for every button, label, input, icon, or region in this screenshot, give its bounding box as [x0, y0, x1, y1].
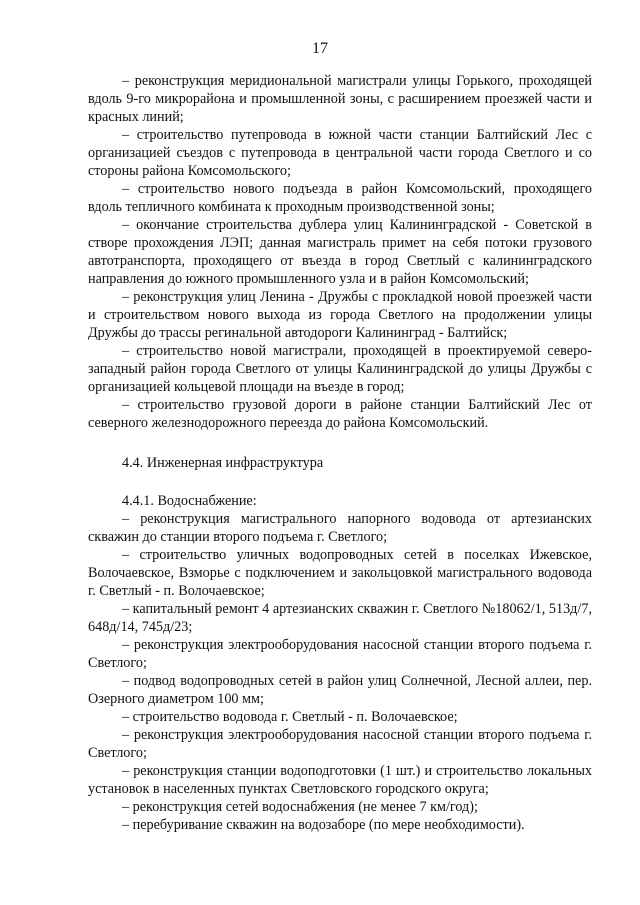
list-item: – реконструкция станции водоподготовки (1 шт.) и строительство локальных установок в населенных пунктах Светловского городского округа;	[88, 763, 592, 797]
list-item: – реконструкция сетей водоснабжения (не менее 7 км/год);	[122, 799, 478, 815]
section-heading: 4.4. Инженерная инфраструктура	[122, 455, 324, 471]
list-item: – строительство путепровода в южной части станции Балтийский Лес с организацией съездов с путепровода в центральной части города Светлого и со стороны района Комсомольского;	[88, 127, 592, 179]
list-item: – строительство нового подъезда в район Комсомольский, проходящего вдоль тепличного комбината к проходным производственной зоны;	[88, 181, 592, 215]
page-number: 17	[312, 40, 328, 57]
list-item: – капитальный ремонт 4 артезианских скважин г. Светлого №18062/1, 513д/7, 648д/14, 745д/23;	[88, 601, 592, 635]
list-item: – окончание строительства дублера улиц Калининградской - Советской в створе прохождения ЛЭП; данная магистраль примет на себя потоки грузового автотранспорта, проходящего от въезда в город Светлый с калининградского направления до южного промышленного узла и в район Комсомольский;	[88, 217, 592, 287]
road-projects-list	[88, 72, 592, 432]
list-item: – реконструкция магистрального напорного водовода от артезианских скважин до станции второго подъема г. Светлого;	[88, 511, 592, 545]
list-item: – реконструкция электрооборудования насосной станции второго подъема г. Светлого;	[88, 727, 592, 761]
list-item: – реконструкция электрооборудования насосной станции второго подъема г. Светлого;	[88, 637, 592, 671]
document-body	[88, 72, 592, 834]
list-item: – перебуривание скважин на водозаборе (по мере необходимости).	[122, 817, 525, 833]
subsection-heading: 4.4.1. Водоснабжение:	[122, 493, 257, 509]
list-item: – подвод водопроводных сетей в район улиц Солнечной, Лесной аллеи, пер. Озерного диаметром 100 мм;	[88, 673, 592, 707]
list-item: – реконструкция меридиональной магистрали улицы Горького, проходящей вдоль 9-го микрорайона и промышленной зоны, с расширением проезжей части и красных линий;	[88, 73, 592, 125]
list-item: – реконструкция улиц Ленина - Дружбы с прокладкой новой проезжей части и строительством нового выхода из города Светлого на продолжении улицы Дружбы до трассы регинальной автодороги Калининград - Балтийск;	[88, 289, 592, 341]
water-supply-list	[88, 510, 592, 834]
list-item: – строительство грузовой дороги в районе станции Балтийский Лес от северного железнодорожного переезда до района Комсомольский.	[88, 397, 592, 431]
list-item: – строительство водовода г. Светлый - п. Волочаевское;	[122, 709, 458, 725]
list-item: – строительство уличных водопроводных сетей в поселках Ижевское, Волочаевское, Взморье с подключением и закольцовкой магистрального водовода г. Светлый - п. Волочаевское;	[88, 547, 592, 599]
list-item: – строительство новой магистрали, проходящей в проектируемой северо-западный район города Светлого от улицы Калининградской до улицы Дружбы с организацией кольцевой площади на въезде в город;	[88, 343, 592, 395]
